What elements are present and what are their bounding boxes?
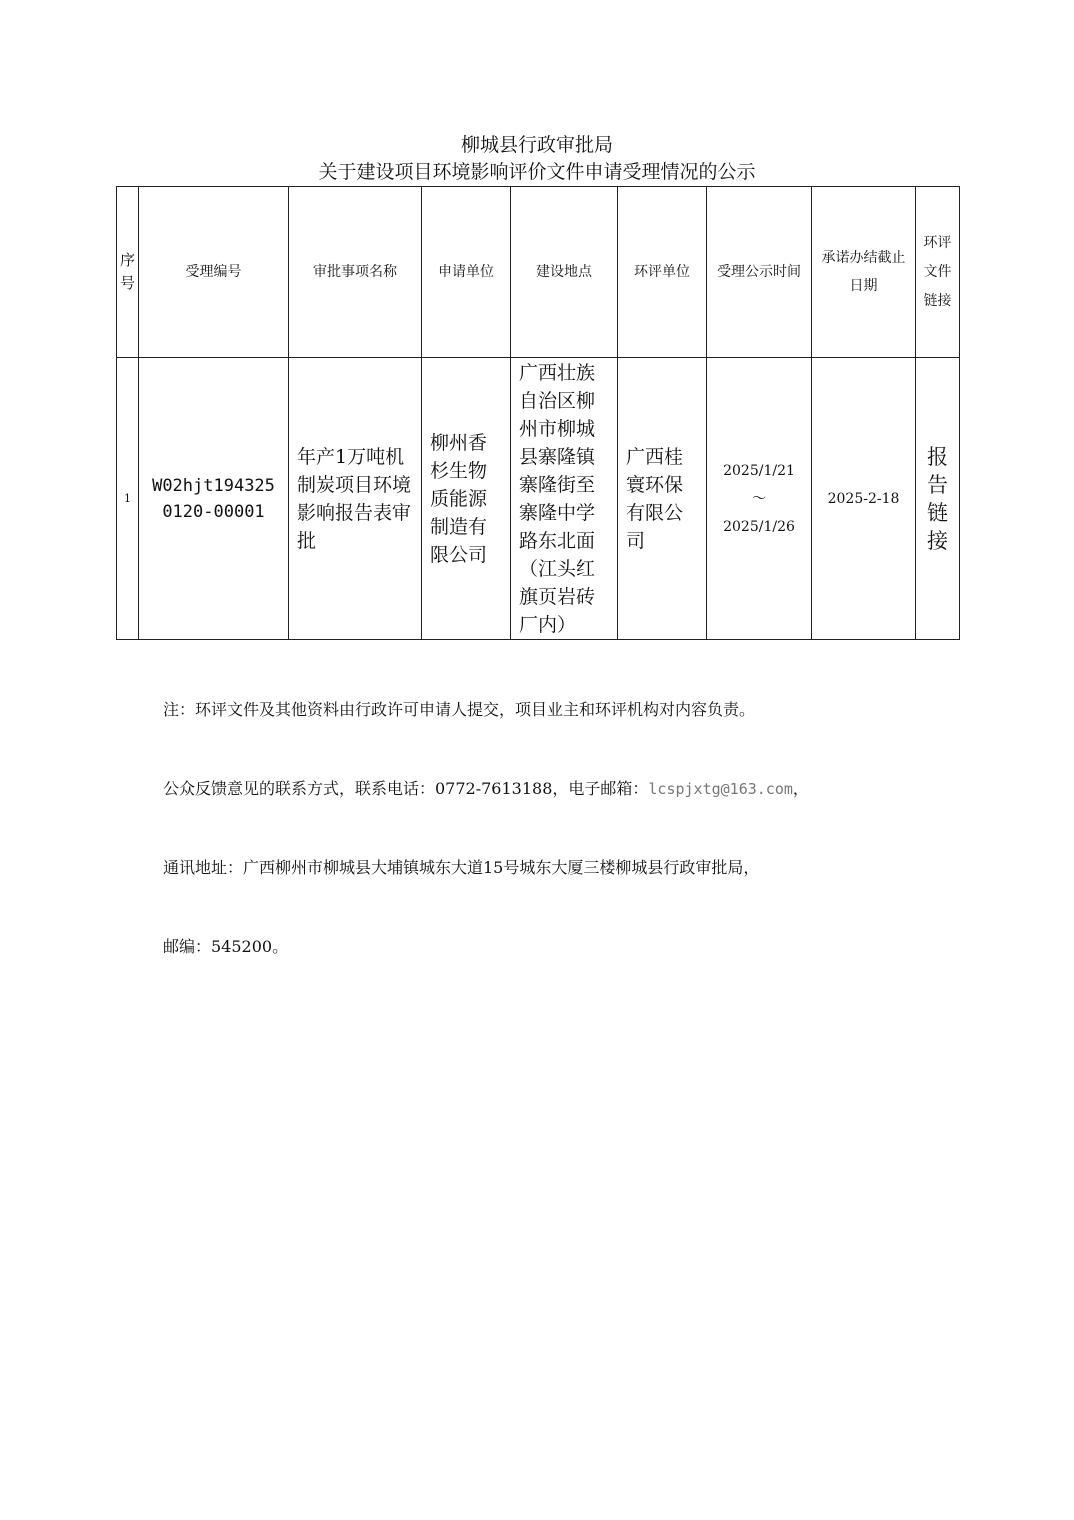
header-link: 环评文件链接 xyxy=(916,187,960,358)
header-applicant: 申请单位 xyxy=(422,187,511,358)
document-title: 柳城县行政审批局 xyxy=(460,134,613,156)
note-disclaimer: 注：环评文件及其他资料由行政许可申请人提交，项目业主和环评机构对内容负责。 xyxy=(163,700,756,719)
period-separator: ～ xyxy=(752,490,766,507)
cell-deadline: 2025-2-18 xyxy=(812,358,916,640)
report-link[interactable]: 报告链接 xyxy=(927,444,948,553)
header-code: 受理编号 xyxy=(139,187,289,358)
document-subtitle: 关于建设项目环境影响评价文件申请受理情况的公示 xyxy=(318,161,756,183)
contact-email[interactable]: lcspjxtg@163.com xyxy=(648,780,793,798)
contact-suffix: ， xyxy=(792,779,809,798)
header-eia-unit: 环评单位 xyxy=(618,187,707,358)
header-seq: 序号 xyxy=(117,187,139,358)
contact-phone-text: 公众反馈意见的联系方式，联系电话：0772-7613188，电子邮箱： xyxy=(163,779,649,798)
cell-period xyxy=(707,358,812,640)
cell-seq: 1 xyxy=(117,358,139,640)
period-end: 2025/1/26 xyxy=(723,518,795,535)
cell-eia-unit: 广西桂寰环保有限公司 xyxy=(618,358,707,640)
cell-applicant: 柳州香杉生物质能源制造有限公司 xyxy=(422,358,511,640)
note-contact xyxy=(163,779,809,799)
header-item: 审批事项名称 xyxy=(289,187,422,358)
period-start: 2025/1/21 xyxy=(723,462,795,479)
header-deadline: 承诺办结截止日期 xyxy=(812,187,916,358)
header-period: 受理公示时间 xyxy=(707,187,812,358)
note-address: 通讯地址：广西柳州市柳城县大埔镇城东大道15号城东大厦三楼柳城县行政审批局， xyxy=(163,858,760,877)
application-table xyxy=(116,186,960,640)
note-postcode: 邮编：545200。 xyxy=(163,937,289,956)
cell-code: W02hjt1943250120-00001 xyxy=(139,358,289,640)
cell-report-link[interactable] xyxy=(916,358,960,640)
header-location: 建设地点 xyxy=(511,187,618,358)
table-row xyxy=(117,358,960,640)
cell-item: 年产1万吨机制炭项目环境影响报告表审批 xyxy=(289,358,422,640)
cell-location: 广西壮族自治区柳州市柳城县寨隆镇寨隆街至寨隆中学路东北面（江头红旗页岩砖厂内） xyxy=(511,358,618,640)
table-header-row xyxy=(117,187,960,358)
